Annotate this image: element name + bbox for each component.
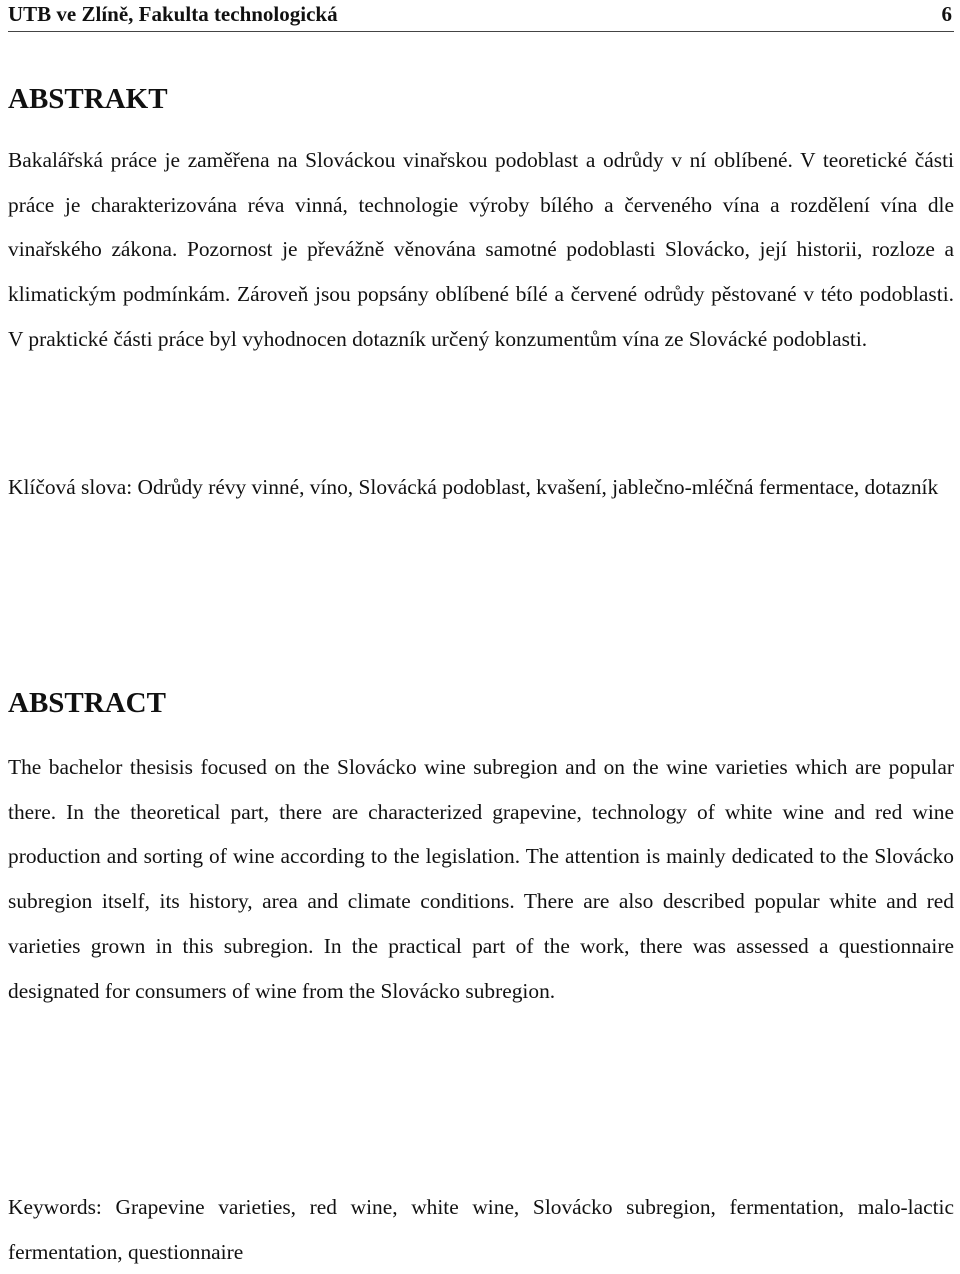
abstrakt-keywords: Klíčová slova: Odrůdy révy vinné, víno, Slovácká podoblast, kvašení, jablečno-mléčná fermentace, dotazník bbox=[8, 475, 939, 499]
abstract-body: The bachelor thesisis focused on the Slovácko wine subregion and on the wine varieties which are popular there. In the theoretical part, there are characterized grapevine, technology of white wine and red wine production and sorting of wine according to the legislation. The attention is mainly dedicated to the Slovácko subregion itself, its history, area and climate conditions. There are also described popular white and red varieties grown in this subregion. In the practical part of the work, there was assessed a questionnaire designated for consumers of wine from the Slovácko subregion. bbox=[8, 755, 954, 1003]
abstrakt-heading: ABSTRAKT bbox=[8, 83, 168, 115]
abstrakt-body: Bakalářská práce je zaměřena na Slováckou vinařskou podoblast a odrůdy v ní oblíbené. V teoretické části práce je charakterizována réva vinná, technologie výroby bílého a červeného vína a rozdělení vína dle vinařského zákona. Pozornost je převážně věnována samotné podoblasti Slovácko, její historii, rozloze a klimatickým podmínkám. Zároveň jsou popsány oblíbené bílé a červené odrůdy pěstované v této podoblasti. V praktické části práce byl vyhodnocen dotazník určený konzumentům vína ze Slovácké podoblasti. bbox=[8, 148, 954, 351]
page-number: 6 bbox=[941, 2, 952, 26]
header-title: UTB ve Zlíně, Fakulta technologická bbox=[8, 2, 338, 26]
abstract-keywords: Keywords: Grapevine varieties, red wine, white wine, Slovácko subregion, fermentation, malo-lactic fermentation, questionnaire bbox=[8, 1195, 954, 1264]
page-header bbox=[8, 0, 954, 32]
abstract-heading: ABSTRACT bbox=[8, 687, 166, 719]
